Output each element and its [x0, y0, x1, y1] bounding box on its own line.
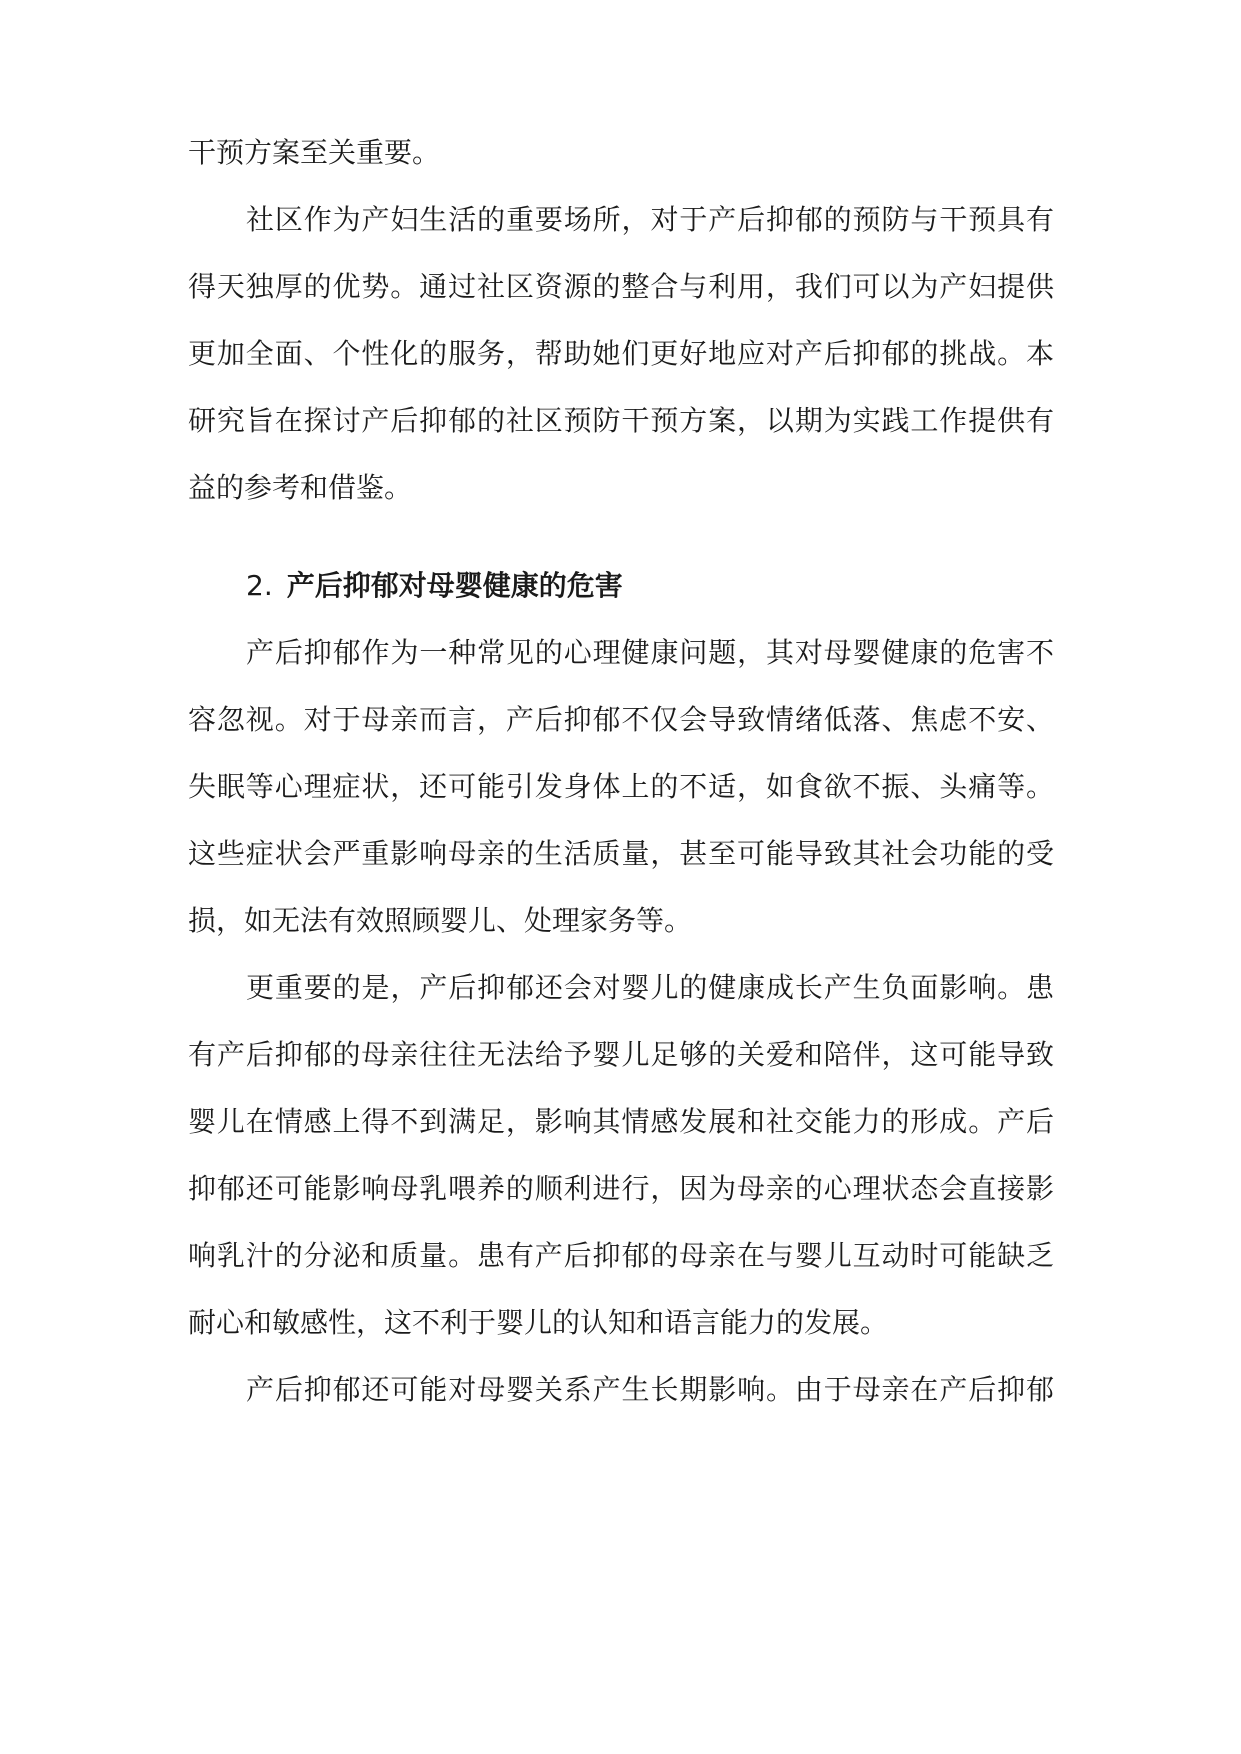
- text-line: 更重要的是，产后抑郁还会对婴儿的健康成长产生负面影响。患: [246, 971, 1054, 1004]
- text-line: 失眠等心理症状，还可能引发身体上的不适，如食欲不振、头痛等。: [188, 770, 1054, 803]
- text-line: 社区作为产妇生活的重要场所，对于产后抑郁的预防与干预具有: [246, 203, 1054, 236]
- text-line: 益的参考和借鉴。: [188, 471, 413, 504]
- text-line: 有产后抑郁的母亲往往无法给予婴儿足够的关爱和陪伴，这可能导致: [188, 1038, 1054, 1071]
- text-line: 响乳汁的分泌和质量。患有产后抑郁的母亲在与婴儿互动时可能缺乏: [188, 1239, 1054, 1272]
- text-line: 干预方案至关重要。: [188, 136, 441, 169]
- text-line: 研究旨在探讨产后抑郁的社区预防干预方案，以期为实践工作提供有: [188, 404, 1054, 437]
- text-line: 得天独厚的优势。通过社区资源的整合与利用，我们可以为产妇提供: [188, 270, 1054, 303]
- section-heading: [246, 564, 1054, 608]
- text-line: 产后抑郁还可能对母婴关系产生长期影响。由于母亲在产后抑郁: [246, 1373, 1054, 1406]
- text-line: 损，如无法有效照顾婴儿、处理家务等。: [188, 904, 693, 937]
- text-line: 这些症状会严重影响母亲的生活质量，甚至可能导致其社会功能的受: [188, 837, 1054, 870]
- section-title: 产后抑郁对母婴健康的危害: [286, 569, 623, 602]
- text-line: 抑郁还可能影响母乳喂养的顺利进行，因为母亲的心理状态会直接影: [188, 1172, 1054, 1205]
- text-line: 婴儿在情感上得不到满足，影响其情感发展和社交能力的形成。产后: [188, 1105, 1054, 1138]
- text-line: 产后抑郁作为一种常见的心理健康问题，其对母婴健康的危害不: [246, 636, 1054, 669]
- text-line: 耐心和敏感性，这不利于婴儿的认知和语言能力的发展。: [188, 1306, 889, 1339]
- section-number: 2.: [246, 569, 273, 602]
- text-line: 容忽视。对于母亲而言，产后抑郁不仅会导致情绪低落、焦虑不安、: [188, 703, 1054, 736]
- text-line: 更加全面、个性化的服务，帮助她们更好地应对产后抑郁的挑战。本: [188, 337, 1054, 370]
